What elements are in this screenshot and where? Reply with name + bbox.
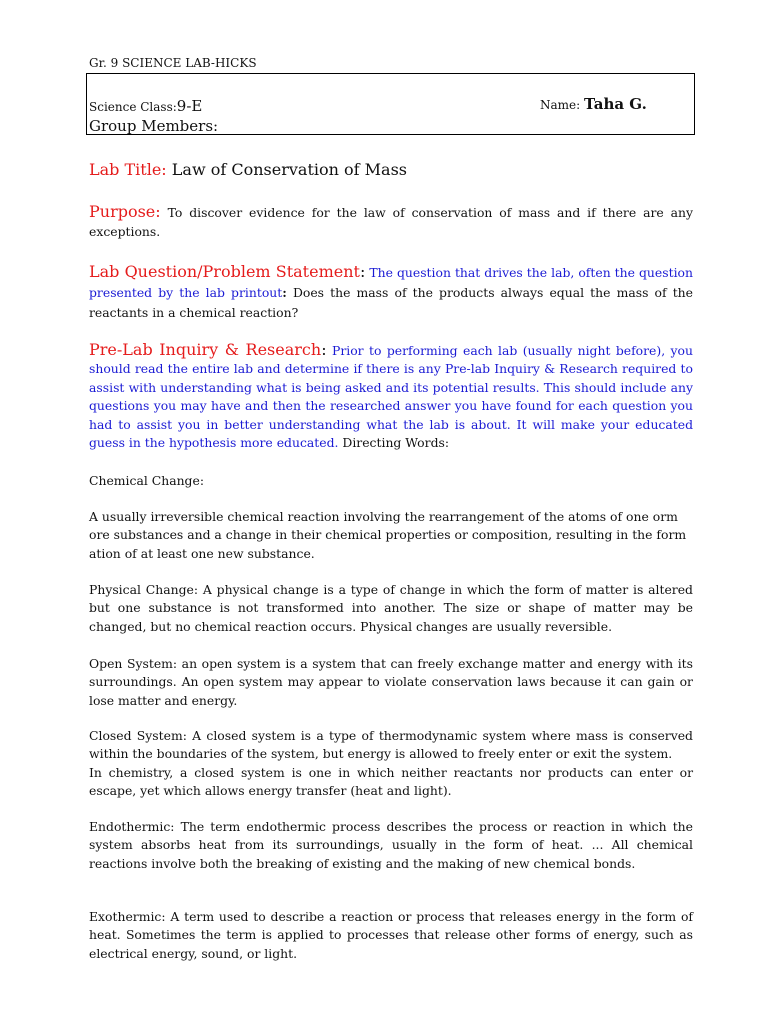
chemical-change-text: A usually irreversible chemical reaction involving the rearrangement of the atoms of one orm ore substances and a change in their chemical properties or composition, resulting in the form ation of at least one new substance. bbox=[89, 509, 687, 561]
student-info-box bbox=[86, 73, 695, 135]
science-class-field bbox=[89, 97, 202, 115]
lab-question-text: Does the mass of the products always equal the mass of the reactants in a chemical reaction? bbox=[89, 285, 693, 320]
prelab-section bbox=[89, 341, 693, 452]
course-header: Gr. 9 SCIENCE LAB-HICKS bbox=[89, 56, 257, 70]
lab-question-instruction: The question that drives the lab, often the question presented by the lab printout bbox=[89, 265, 693, 300]
lab-question-colon-2: : bbox=[282, 285, 287, 300]
directing-words-label: Directing Words: bbox=[342, 435, 450, 451]
lab-question-colon: : bbox=[359, 262, 366, 281]
science-class-value: 9-E bbox=[176, 97, 203, 115]
name-value: Taha G. bbox=[584, 95, 647, 113]
name-field bbox=[540, 95, 647, 113]
chemical-change-heading: Chemical Change: bbox=[89, 473, 205, 488]
purpose-label: Purpose: bbox=[89, 202, 161, 221]
lab-title-value: Law of Conservation of Mass bbox=[171, 160, 408, 179]
physical-change-text: Physical Change: A physical change is a type of change in which the form of matter is altered but one substance is not transformed into another. The size or shape of matter may be changed, but no chemical reaction occurs. Physical changes are usually reversible. bbox=[89, 582, 693, 634]
closed-system-text: Closed System: A closed system is a type of thermodynamic system where mass is conserved within the boundaries of the system, but energy is allowed to freely enter or exit the system. bbox=[89, 728, 693, 762]
closed-system-chemistry-text: In chemistry, a closed system is one in which neither reactants nor products can enter or escape, yet which allows energy transfer (heat and light). bbox=[89, 765, 693, 799]
exothermic-text: Exothermic: A term used to describe a reaction or process that releases energy in the form of heat. Sometimes the term is applied to processes that release other forms of energy, such as electrical energy, sound, or light. bbox=[89, 909, 693, 961]
lab-title bbox=[89, 160, 407, 179]
lab-title-colon: : bbox=[161, 160, 167, 179]
prelab-label: Pre-Lab Inquiry & Research bbox=[89, 340, 322, 359]
endothermic-text: Endothermic: The term endothermic process describes the process or reaction in which the system absorbs heat from its surroundings, usually in the form of heat. ... All chemical reactions involve both the breaking of existing and the making of new chemical bonds. bbox=[89, 819, 693, 871]
group-members-label: Group Members: bbox=[89, 117, 219, 135]
prelab-instruction: Prior to performing each lab (usually night before), you should read the entire lab and determine if there is any Pre-lab Inquiry & Research required to assist with understanding what is being asked and its potential results. This should include any questions you may have and then the researched answer you have found for each question you had to assist you in better understanding what the lab is about. It will make your educated guess in the hypothesis more educated. bbox=[89, 343, 693, 451]
lab-question-section bbox=[89, 262, 693, 323]
name-label: Name: bbox=[540, 98, 581, 112]
purpose-text: To discover evidence for the law of conservation of mass and if there are any exceptions. bbox=[89, 205, 693, 239]
open-system-text: Open System: an open system is a system that can freely exchange matter and energy with its surroundings. An open system may appear to violate conservation laws because it can gain or lose matter and energy. bbox=[89, 656, 693, 708]
science-class-label: Science Class: bbox=[89, 100, 177, 114]
purpose-section bbox=[89, 203, 693, 241]
prelab-colon: : bbox=[321, 340, 327, 359]
lab-title-label: Lab Title bbox=[89, 160, 162, 179]
lab-question-label: Lab Question/Problem Statement bbox=[89, 262, 360, 281]
